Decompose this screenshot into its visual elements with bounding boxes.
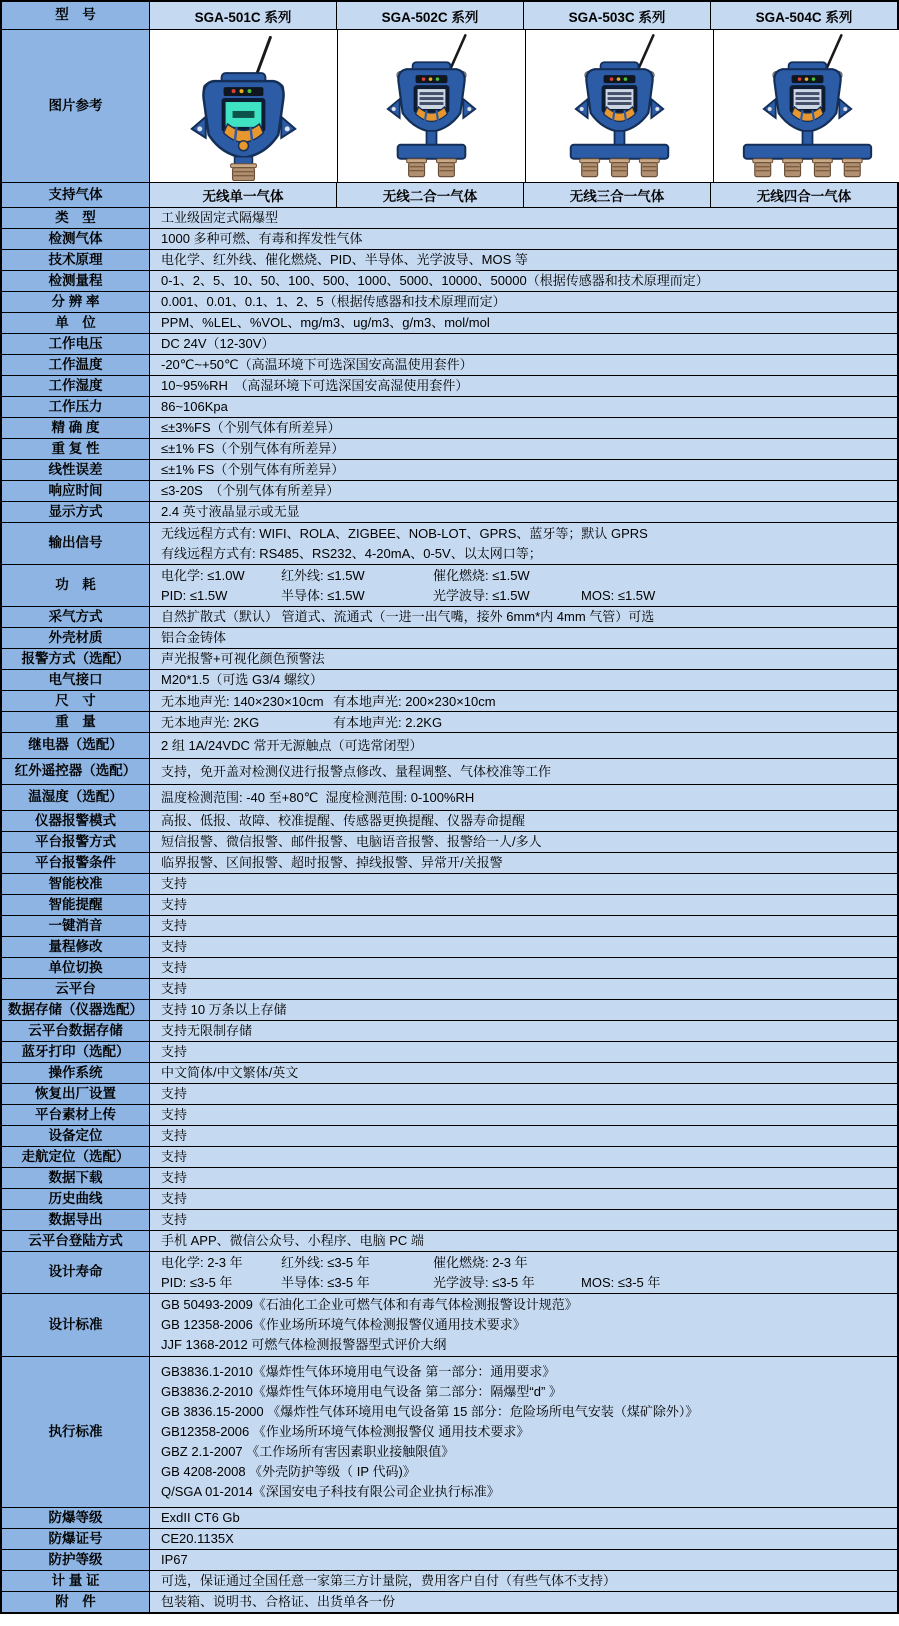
- value-line: 有线远程方式有: RS485、RS232、4-20mA、0-5V、以太网口等；: [161, 545, 542, 561]
- row-label: 量程修改: [2, 937, 150, 957]
- value-text: 支持无限制存储: [161, 1023, 253, 1038]
- device-image-cell: [338, 30, 526, 182]
- spec-row: [2, 784, 897, 810]
- spec-row: [2, 480, 897, 501]
- value-text: 支持: [161, 1128, 188, 1143]
- row-label: 走航定位（选配）: [2, 1147, 150, 1167]
- value-text: ≤±1% FS（个别气体有所差异）: [161, 441, 345, 456]
- spec-row: [2, 564, 897, 606]
- value-text: 短信报警、微信报警、邮件报警、电脑语音报警、报警给一人/多人: [161, 834, 542, 849]
- row-label: 显示方式: [2, 502, 150, 522]
- gas-row-label: 支持气体: [2, 183, 150, 207]
- value-text: 高报、低报、故障、校准提醒、传感器更换提醒、仪器寿命提醒: [161, 813, 526, 828]
- device-image-sga-503c: [526, 31, 713, 181]
- spec-row: [2, 831, 897, 852]
- row-value: [150, 1357, 897, 1507]
- value-line: GB 4208-2008 《外壳防护等级（ IP 代码)》: [161, 1464, 416, 1479]
- row-value: [150, 958, 897, 978]
- spec-row: [2, 312, 897, 333]
- row-label: 防护等级: [2, 1550, 150, 1570]
- value-text: 铝合金铸体: [161, 630, 227, 645]
- value-text: 可选，保证通过全国任意一家第三方计量院，费用客户自付（有些气体不支持）: [161, 1573, 617, 1588]
- value-col: 电化学: ≤1.0W: [161, 568, 245, 583]
- value-text: 支持: [161, 1191, 188, 1206]
- spec-row: [2, 1104, 897, 1125]
- spec-row: [2, 978, 897, 999]
- spec-row: [2, 1251, 897, 1293]
- value-text: M20*1.5（可选 G3/4 螺纹）: [161, 672, 323, 687]
- row-value: [150, 811, 897, 831]
- row-value: [150, 250, 897, 270]
- value-col: 有本地声光: 2.2KG: [333, 715, 443, 730]
- row-value: [150, 628, 897, 648]
- spec-row: [2, 915, 897, 936]
- device-image-sga-501c: [150, 31, 337, 181]
- device-image-cell: [526, 30, 714, 182]
- image-row: [2, 29, 897, 182]
- row-label: 功 耗: [2, 565, 150, 606]
- row-value: [150, 523, 897, 564]
- spec-row: [2, 852, 897, 873]
- row-label: 工作温度: [2, 355, 150, 375]
- row-label: 智能提醒: [2, 895, 150, 915]
- model-name-3: SGA-503C 系列: [524, 2, 711, 29]
- row-label: 技术原理: [2, 250, 150, 270]
- row-value: [150, 1021, 897, 1041]
- value-line: [161, 566, 891, 586]
- row-value: [150, 1529, 897, 1549]
- value-text: ≤3-20S （个别气体有所差异）: [161, 483, 340, 498]
- spec-row: [2, 522, 897, 564]
- value-text: 2.4 英寸液晶显示或无显: [161, 504, 300, 519]
- row-value: [150, 785, 897, 810]
- row-label: 平台报警方式: [2, 832, 150, 852]
- spec-row: [2, 957, 897, 978]
- spec-row: [2, 396, 897, 417]
- model-name-2: SGA-502C 系列: [337, 2, 524, 29]
- spec-row: [2, 758, 897, 784]
- value-text: 1000 多种可燃、有毒和挥发性气体: [161, 231, 363, 246]
- row-value: [150, 1550, 897, 1570]
- value-col: 半导体: ≤3-5 年: [281, 1274, 370, 1290]
- row-label: 防爆证号: [2, 1529, 150, 1549]
- value-text: 声光报警+可视化颜色预警法: [161, 651, 325, 666]
- image-row-label: 图片参考: [2, 30, 150, 182]
- spec-row: [2, 732, 897, 758]
- gas-type-3: 无线三合一气体: [524, 183, 711, 207]
- value-line: GB3836.2-2010《爆炸性气体环境用电气设备 第二部分：隔爆型“d” 》: [161, 1384, 562, 1399]
- header-row: [2, 2, 897, 29]
- row-value: [150, 1063, 897, 1083]
- row-label: 重 复 性: [2, 439, 150, 459]
- row-value: [150, 649, 897, 669]
- row-label: 历史曲线: [2, 1189, 150, 1209]
- spec-row: [2, 228, 897, 249]
- spec-row: [2, 936, 897, 957]
- spec-row: [2, 810, 897, 831]
- row-value: [150, 208, 897, 228]
- value-text: 支持: [161, 939, 188, 954]
- spec-row: [2, 1549, 897, 1570]
- spec-row: [2, 1125, 897, 1146]
- row-value: [150, 607, 897, 627]
- row-label: 智能校准: [2, 874, 150, 894]
- row-value: [150, 418, 897, 438]
- row-label: 执行标准: [2, 1357, 150, 1507]
- row-label: 恢复出厂设置: [2, 1084, 150, 1104]
- device-image-sga-504c: [714, 31, 899, 181]
- value-text: 工业级固定式隔爆型: [161, 210, 279, 225]
- spec-row: [2, 627, 897, 648]
- spec-row: [2, 1020, 897, 1041]
- spec-row: [2, 1356, 897, 1507]
- value-col: 无本地声光: 140×230×10cm: [161, 694, 324, 709]
- spec-row: [2, 501, 897, 522]
- value-text: 自然扩散式（默认） 管道式、流通式（一进一出气嘴，接外 6mm*内 4mm 气管）可选: [161, 609, 655, 624]
- row-value: [150, 853, 897, 873]
- row-value: [150, 1231, 897, 1251]
- spec-row: [2, 1293, 897, 1356]
- value-line: GB 12358-2006《作业场所环境气体检测报警仪通用技术要求》: [161, 1317, 526, 1332]
- row-label: 设计标准: [2, 1294, 150, 1356]
- value-col: 无本地声光: 2KG: [161, 715, 260, 730]
- gas-type-1: 无线单一气体: [150, 183, 337, 207]
- row-label: 精 确 度: [2, 418, 150, 438]
- row-value: [150, 895, 897, 915]
- value-text: 2 组 1A/24VDC 常开无源触点（可选常闭型）: [161, 737, 423, 753]
- value-col: 半导体: ≤1.5W: [281, 587, 365, 603]
- row-value: [150, 712, 897, 732]
- spec-row: [2, 1167, 897, 1188]
- row-value: [150, 1508, 897, 1528]
- spec-row: [2, 1083, 897, 1104]
- row-value: [150, 397, 897, 417]
- spec-row: [2, 1062, 897, 1083]
- value-col: 红外线: ≤3-5 年: [281, 1255, 370, 1270]
- value-text: 支持 10 万条以上存储: [161, 1002, 287, 1017]
- value-line: JJF 1368-2012 可燃气体检测报警器型式评价大纲: [161, 1337, 447, 1352]
- row-value: [150, 1189, 897, 1209]
- row-value: [150, 481, 897, 501]
- value-text: 手机 APP、微信公众号、小程序、电脑 PC 端: [161, 1233, 424, 1248]
- value-text: 支持: [161, 981, 188, 996]
- row-label: 操作系统: [2, 1063, 150, 1083]
- value-text: 温度检测范围: -40 至+80℃ 湿度检测范围: 0-100%RH: [161, 789, 475, 805]
- value-col: PID: ≤1.5W: [161, 587, 228, 603]
- row-value: [150, 1294, 897, 1356]
- spec-row: [2, 606, 897, 627]
- spec-row: [2, 249, 897, 270]
- value-line: 无线远程方式有: WIFI、ROLA、ZIGBEE、NOB-LOT、GPRS、蓝牙等；默认 GPRS: [161, 525, 648, 541]
- row-label: 设备定位: [2, 1126, 150, 1146]
- row-label: 数据存储（仪器选配）: [2, 1000, 150, 1020]
- value-col: 有本地声光: 200×230×10cm: [333, 694, 496, 709]
- value-text: CE20.1135X: [161, 1531, 234, 1546]
- row-label: 云平台数据存储: [2, 1021, 150, 1041]
- value-text: 电化学、红外线、催化燃烧、PID、半导体、光学波导、MOS 等: [161, 252, 528, 267]
- value-text: 支持: [161, 1212, 188, 1227]
- value-text: 支持: [161, 918, 188, 933]
- value-text: 支持: [161, 897, 188, 912]
- row-value: [150, 565, 897, 606]
- row-value: [150, 1000, 897, 1020]
- row-label: 平台报警条件: [2, 853, 150, 873]
- row-label: 红外遥控器（选配）: [2, 759, 150, 784]
- spec-row: [2, 1507, 897, 1528]
- spec-row: [2, 999, 897, 1020]
- value-col: 红外线: ≤1.5W: [281, 568, 365, 583]
- row-label: 线性误差: [2, 460, 150, 480]
- row-value: [150, 1042, 897, 1062]
- value-text: 支持: [161, 1149, 188, 1164]
- value-text: 0.001、0.01、0.1、1、2、5（根据传感器和技术原理而定）: [161, 294, 506, 309]
- value-text: 支持: [161, 1170, 188, 1185]
- row-label: 仪器报警模式: [2, 811, 150, 831]
- value-line: [161, 713, 891, 731]
- row-value: [150, 874, 897, 894]
- row-value: [150, 759, 897, 784]
- row-label: 采气方式: [2, 607, 150, 627]
- value-text: 包装箱、说明书、合格证、出货单各一份: [161, 1594, 396, 1609]
- value-text: 中文简体/中文繁体/英文: [161, 1065, 299, 1080]
- value-text: 支持: [161, 960, 188, 975]
- spec-row: [2, 1230, 897, 1251]
- spec-row: [2, 1528, 897, 1549]
- spec-row: [2, 669, 897, 690]
- model-name-4: SGA-504C 系列: [711, 2, 897, 29]
- row-label: 类 型: [2, 208, 150, 228]
- row-label: 数据下载: [2, 1168, 150, 1188]
- row-value: [150, 229, 897, 249]
- value-col: MOS: ≤1.5W: [581, 587, 656, 603]
- value-line: GBZ 2.1-2007 《工作场所有害因素职业接触限值》: [161, 1444, 455, 1459]
- row-label: 平台素材上传: [2, 1105, 150, 1125]
- value-line: GB 3836.15-2000 《爆炸性气体环境用电气设备第 15 部分：危险场所电气安装（煤矿除外）》: [161, 1404, 699, 1419]
- row-value: [150, 1105, 897, 1125]
- value-col: PID: ≤3-5 年: [161, 1274, 233, 1290]
- row-label: 云平台登陆方式: [2, 1231, 150, 1251]
- value-text: PPM、%LEL、%VOL、mg/m3、ug/m3、g/m3、mol/mol: [161, 315, 490, 330]
- spec-row: [2, 1591, 897, 1612]
- row-value: [150, 916, 897, 936]
- value-text: IP67: [161, 1552, 188, 1567]
- value-line: GB3836.1-2010《爆炸性气体环境用电气设备 第一部分：通用要求》: [161, 1364, 556, 1379]
- gas-type-2: 无线二合一气体: [337, 183, 524, 207]
- spec-row: [2, 459, 897, 480]
- row-label: 防爆等级: [2, 1508, 150, 1528]
- device-image-sga-502c: [338, 31, 525, 181]
- spec-row: [2, 1570, 897, 1591]
- row-value: [150, 313, 897, 333]
- value-text: 支持: [161, 876, 188, 891]
- row-label: 设计寿命: [2, 1252, 150, 1293]
- spec-row: [2, 894, 897, 915]
- row-label: 重 量: [2, 712, 150, 732]
- gas-type-4: 无线四合一气体: [711, 183, 897, 207]
- row-label: 报警方式（选配）: [2, 649, 150, 669]
- value-col: 催化燃烧: ≤1.5W: [433, 568, 530, 583]
- spec-row: [2, 648, 897, 669]
- row-label: 继电器（选配）: [2, 733, 150, 758]
- row-value: [150, 376, 897, 396]
- row-value: [150, 1126, 897, 1146]
- spec-row: [2, 690, 897, 711]
- row-value: [150, 334, 897, 354]
- value-col: 催化燃烧: 2-3 年: [433, 1255, 528, 1270]
- row-value: [150, 1252, 897, 1293]
- spec-row: [2, 1209, 897, 1230]
- row-value: [150, 733, 897, 758]
- spec-row: [2, 291, 897, 312]
- row-value: [150, 1147, 897, 1167]
- spec-row: [2, 873, 897, 894]
- row-value: [150, 1571, 897, 1591]
- row-label: 输出信号: [2, 523, 150, 564]
- value-line: GB 50493-2009《石油化工企业可燃气体和有毒气体检测报警设计规范》: [161, 1297, 578, 1312]
- row-label: 单位切换: [2, 958, 150, 978]
- device-image-cell: [150, 30, 338, 182]
- row-label: 数据导出: [2, 1210, 150, 1230]
- spec-row: [2, 207, 897, 228]
- row-value: [150, 271, 897, 291]
- row-label: 温湿度（选配）: [2, 785, 150, 810]
- row-label: 计 量 证: [2, 1571, 150, 1591]
- spec-row: [2, 1041, 897, 1062]
- model-name-1: SGA-501C 系列: [150, 2, 337, 29]
- value-col: 电化学: 2-3 年: [161, 1255, 243, 1270]
- spec-row: [2, 417, 897, 438]
- row-label: 工作电压: [2, 334, 150, 354]
- value-text: ExdII CT6 Gb: [161, 1510, 240, 1525]
- row-value: [150, 502, 897, 522]
- value-col: 光学波导: ≤3-5 年: [433, 1274, 535, 1290]
- row-value: [150, 691, 897, 711]
- row-label: 检测气体: [2, 229, 150, 249]
- value-text: ≤±1% FS（个别气体有所差异）: [161, 462, 345, 477]
- row-value: [150, 937, 897, 957]
- row-label: 蓝牙打印（选配）: [2, 1042, 150, 1062]
- gas-row: [2, 182, 897, 207]
- value-line: GB12358-2006 《作业场所环境气体检测报警仪 通用技术要求》: [161, 1424, 530, 1439]
- row-value: [150, 1084, 897, 1104]
- row-label: 尺 寸: [2, 691, 150, 711]
- value-line: [161, 1253, 891, 1273]
- row-label: 检测量程: [2, 271, 150, 291]
- spec-row: [2, 375, 897, 396]
- value-line: [161, 692, 891, 710]
- row-value: [150, 979, 897, 999]
- value-col: 光学波导: ≤1.5W: [433, 587, 530, 603]
- value-text: DC 24V（12-30V）: [161, 336, 275, 351]
- row-value: [150, 832, 897, 852]
- value-text: 10~95%RH （高湿环境下可选深国安高湿使用套件）: [161, 378, 469, 393]
- value-col: MOS: ≤3-5 年: [581, 1274, 661, 1290]
- row-label: 响应时间: [2, 481, 150, 501]
- value-line: Q/SGA 01-2014《深国安电子科技有限公司企业执行标准》: [161, 1484, 500, 1499]
- row-value: [150, 460, 897, 480]
- value-line: [161, 586, 891, 606]
- value-text: 支持: [161, 1107, 188, 1122]
- device-image-cell: [714, 30, 899, 182]
- spec-row: [2, 438, 897, 459]
- row-label: 工作湿度: [2, 376, 150, 396]
- row-label: 一键消音: [2, 916, 150, 936]
- value-text: ≤±3%FS（个别气体有所差异）: [161, 420, 341, 435]
- header-model-label: 型 号: [2, 2, 150, 29]
- row-label: 附 件: [2, 1592, 150, 1612]
- row-label: 外壳材质: [2, 628, 150, 648]
- row-value: [150, 355, 897, 375]
- spec-row: [2, 270, 897, 291]
- row-value: [150, 439, 897, 459]
- row-label: 云平台: [2, 979, 150, 999]
- row-value: [150, 670, 897, 690]
- row-value: [150, 1210, 897, 1230]
- spec-row: [2, 354, 897, 375]
- value-text: 0-1、2、5、10、50、100、500、1000、5000、10000、50000（根据传感器和技术原理而定）: [161, 273, 709, 288]
- spec-row: [2, 1146, 897, 1167]
- spec-row: [2, 333, 897, 354]
- row-label: 分 辨 率: [2, 292, 150, 312]
- value-text: 临界报警、区间报警、超时报警、掉线报警、异常开/关报警: [161, 855, 503, 870]
- row-value: [150, 1168, 897, 1188]
- spec-row: [2, 711, 897, 732]
- row-value: [150, 1592, 897, 1612]
- spec-row: [2, 1188, 897, 1209]
- row-label: 电气接口: [2, 670, 150, 690]
- value-line: [161, 1273, 891, 1293]
- row-value: [150, 292, 897, 312]
- value-text: -20℃~+50℃（高温环境下可选深国安高温使用套件）: [161, 357, 473, 372]
- row-label: 工作压力: [2, 397, 150, 417]
- value-text: 86~106Kpa: [161, 399, 228, 414]
- value-text: 支持，免开盖对检测仪进行报警点修改、量程调整、气体校准等工作: [161, 763, 552, 779]
- value-text: 支持: [161, 1086, 188, 1101]
- row-label: 单 位: [2, 313, 150, 333]
- value-text: 支持: [161, 1044, 188, 1059]
